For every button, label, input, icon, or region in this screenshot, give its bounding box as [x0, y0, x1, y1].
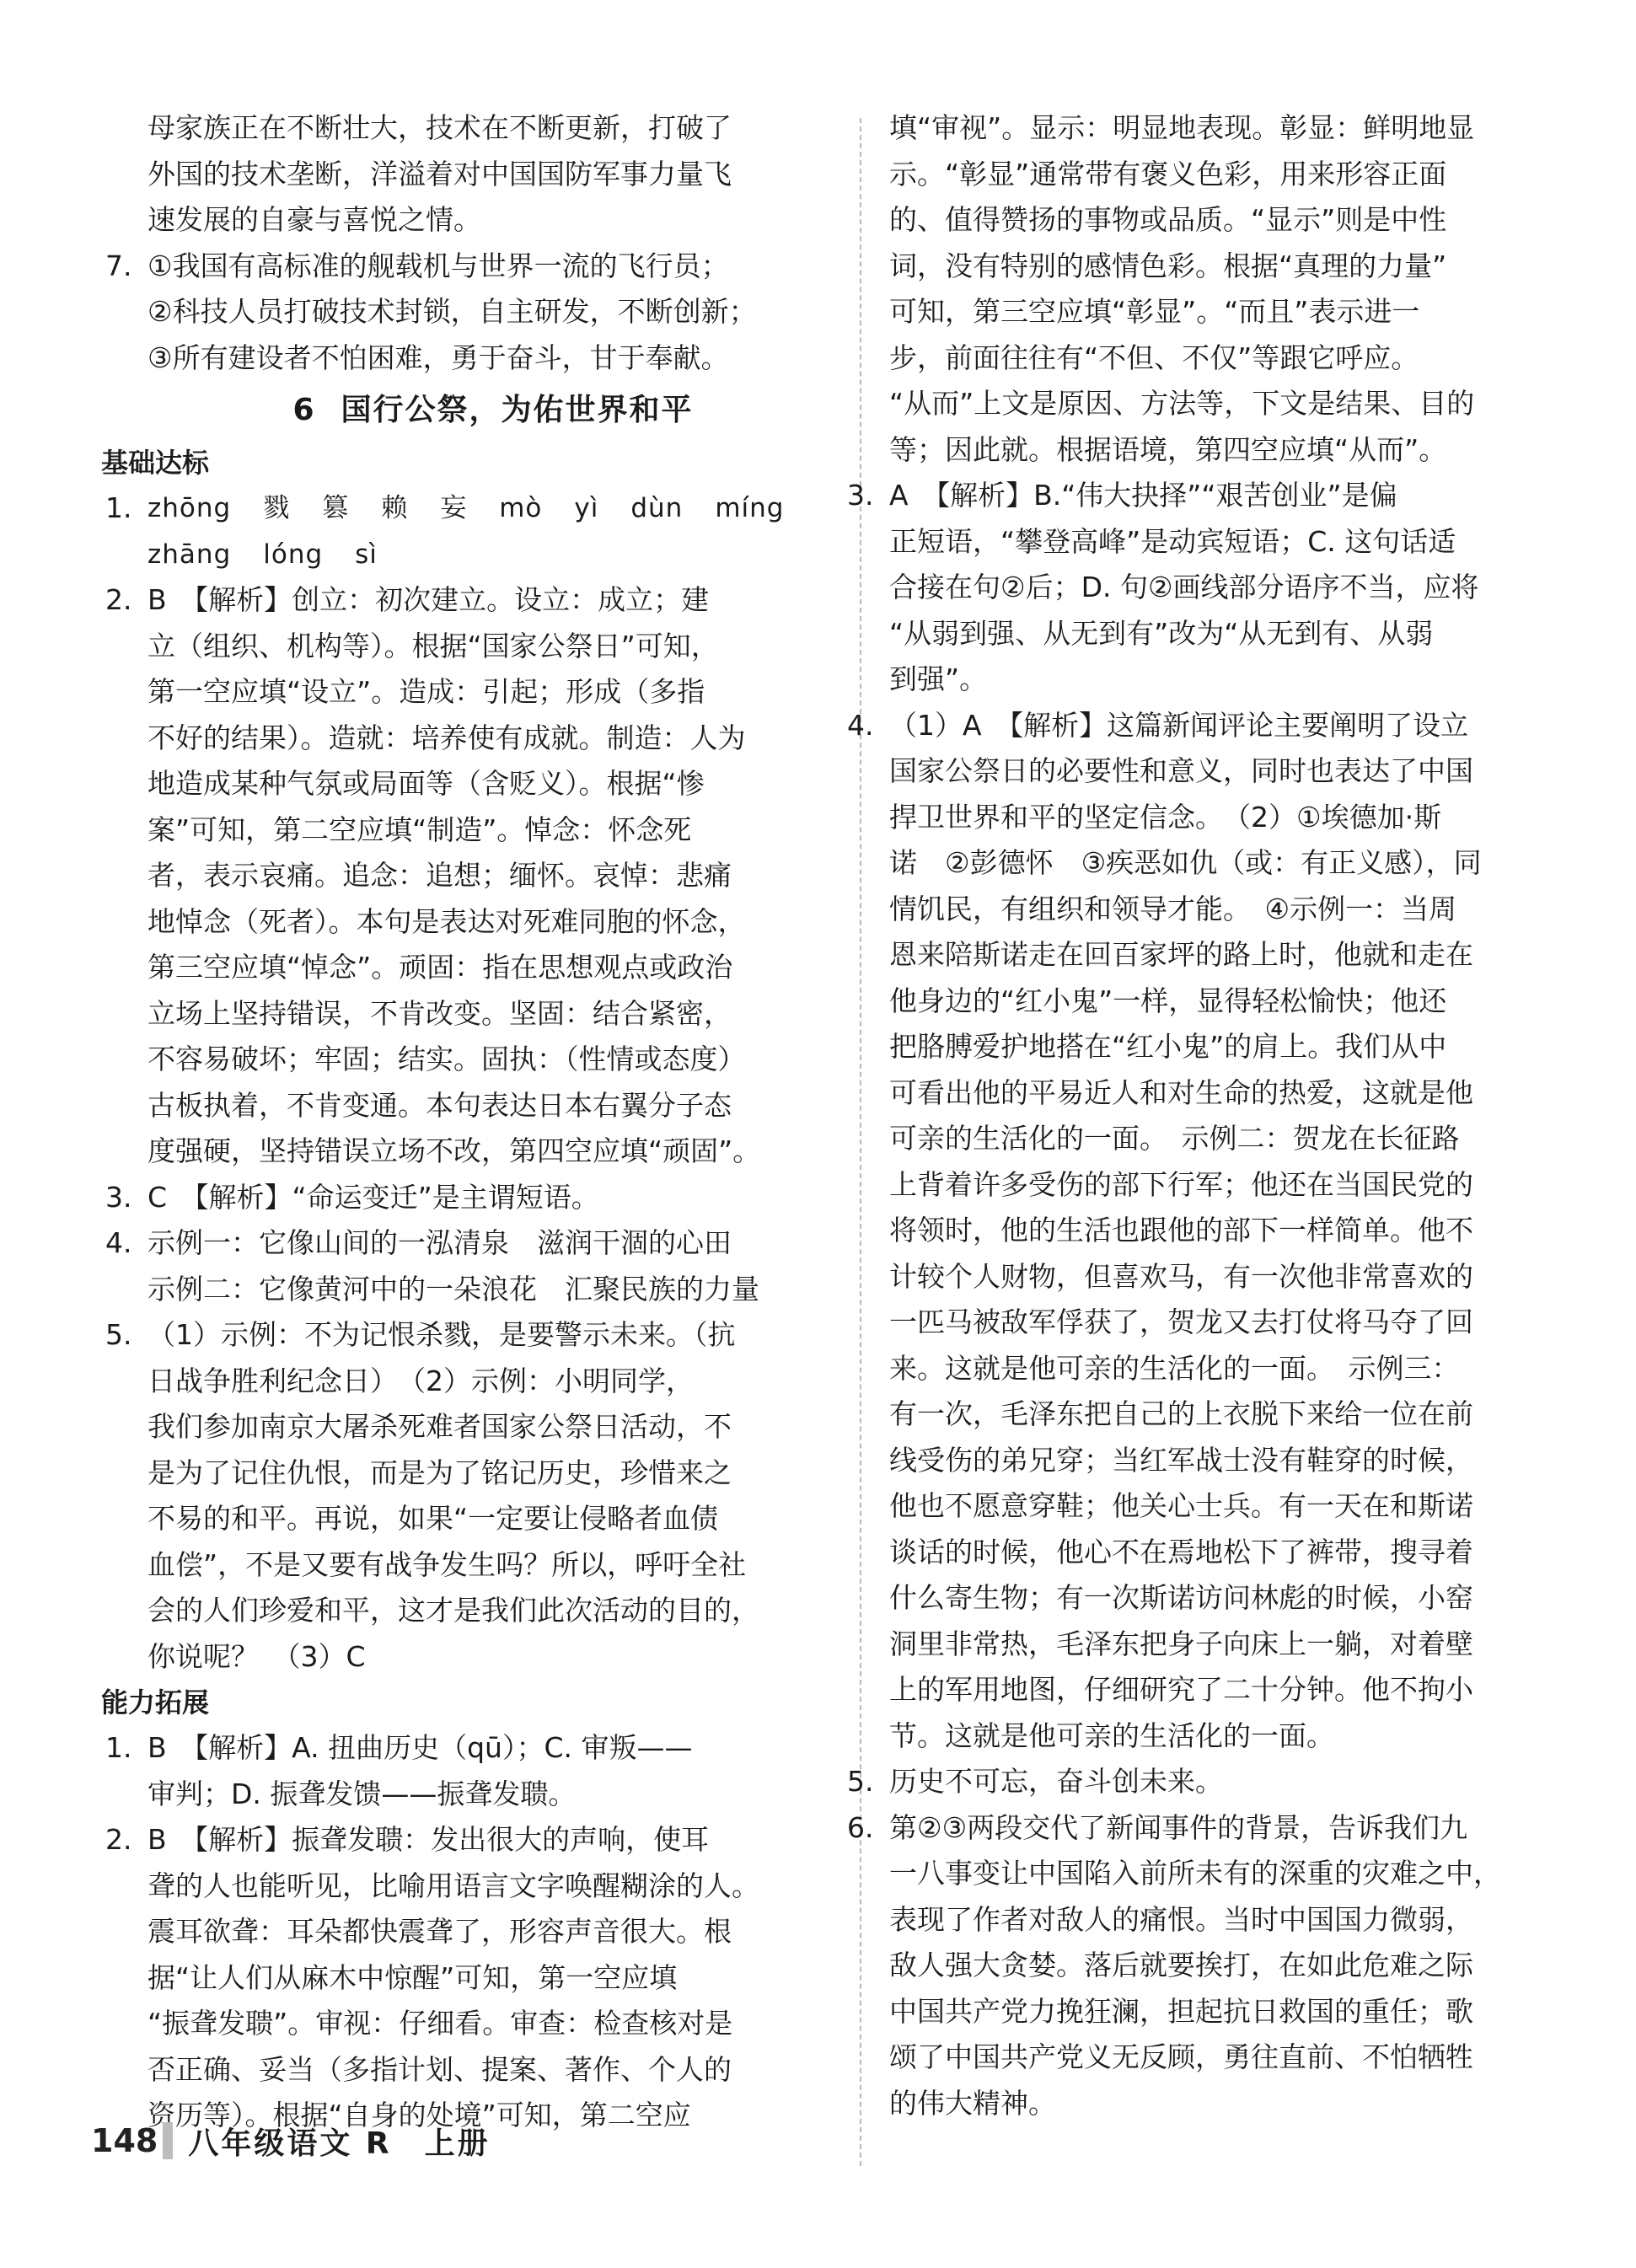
text-line: 到强”。 [889, 662, 988, 695]
text-line: 计较个人财物，但喜欢马，有一次他非常喜欢的 [889, 1259, 1473, 1293]
text-line: 审判；D. 振聋发馈——振聋发聩。 [148, 1777, 577, 1810]
section-title: 国行公祭，为佑世界和平 [341, 393, 694, 427]
text-line: 捍卫世界和平的坚定信念。 （2）①埃德加·斯 [889, 800, 1442, 834]
pinyin-token: yì [574, 493, 599, 523]
text-line: 日战争胜利纪念日） （2）示例：小明同学， [148, 1364, 694, 1397]
text-line: 不容易破坏；牢固；结实。固执：（性情或态度） [148, 1043, 746, 1075]
text-line: 上的军用地图，仔细研究了二十分钟。他不拘小 [889, 1673, 1473, 1706]
pinyin-token: zhāng [148, 539, 232, 570]
pinyin-token: zhōng [148, 493, 232, 523]
text-line: 速发展的自豪与喜悦之情。 [148, 203, 481, 236]
item-number: 3. [105, 1180, 132, 1214]
item-number: 7. [105, 249, 132, 282]
text-line: 将领时，他的生活也跟他的部下一样简单。他不 [889, 1214, 1473, 1247]
text-line: 洞里非常热，毛泽东把身子向床上一躺，对着壁 [889, 1627, 1473, 1660]
pinyin-line-2 [148, 532, 839, 578]
text-line: 的伟大精神。 [889, 2086, 1056, 2120]
item-number: 1. [105, 1731, 132, 1764]
page-number: 148 [91, 2122, 173, 2159]
pinyin-token: 赖 [381, 493, 409, 523]
item-number: 2. [105, 583, 132, 616]
text-line: 我们参加南京大屠杀死难者国家公祭日活动，不 [148, 1410, 732, 1443]
text-line: 等；因此就。根据语境，第四空应填“从而”。 [889, 432, 1447, 466]
text-line: 不好的结果）。造就：培养使有成就。制造：人为 [148, 721, 746, 754]
book-title: 八年级语文 R 上册 [188, 2126, 491, 2161]
item-number: 5. [105, 1318, 132, 1351]
text-line: C 【解析】“命运变迁”是主谓短语。 [148, 1180, 599, 1214]
text-line: 填“审视”。显示：明显地表现。彰显：鲜明地显 [889, 111, 1475, 144]
text-line: 示。“彰显”通常带有褒义色彩，用来形容正面 [889, 157, 1447, 190]
text-line: 不易的和平。再说，如果“一定要让侵略者血债 [148, 1502, 719, 1535]
extension-item-1 [105, 1725, 839, 1817]
pinyin-token: míng [715, 493, 785, 523]
text-line: “从而”上文是原因、方法等，下文是结果、目的 [889, 387, 1475, 420]
extension-item-4 [847, 703, 1585, 1760]
text-line: 是为了记住仇恨，而是为了铭记历史，珍惜来之 [148, 1456, 732, 1489]
text-line: 恩来陪斯诺走在回百家坪的路上时，他就和走在 [889, 938, 1473, 971]
answer-item-2 [105, 577, 839, 1175]
text-line: 血偿”，不是又要有战争发生吗？所以，呼吁全社 [148, 1547, 747, 1581]
pinyin-token: 妄 [440, 493, 468, 523]
left-column [101, 105, 839, 2139]
subheading-extension: 能力拓展 [101, 1686, 210, 1718]
text-line: “从弱到强、从无到有”改为“从无到有、从弱 [889, 616, 1434, 650]
text-line: 者，表示哀痛。追念：追想；缅怀。哀悼：悲痛 [148, 859, 732, 892]
pinyin-token: sì [355, 539, 378, 570]
item-number: 1. [105, 491, 132, 524]
text-line: 情饥民，有组织和领导才能。 ④示例一：当周 [889, 892, 1457, 925]
text-line: 词，没有特别的感情色彩。根据“真理的力量” [889, 249, 1447, 282]
text-line: 资历等）。根据“自身的处境”可知，第二空应 [148, 2099, 691, 2131]
left-top-paragraph [148, 105, 839, 244]
text-line: 有一次，毛泽东把自己的上衣脱下来给一位在前 [889, 1397, 1473, 1430]
item-number: 2. [105, 1823, 132, 1856]
item-number: 6. [847, 1810, 874, 1844]
extension-item-3 [847, 473, 1585, 703]
text-line: ①我国有高标准的舰载机与世界一流的飞行员； [148, 249, 729, 282]
answer-item-5 [105, 1312, 839, 1680]
section-number: 6 [292, 393, 316, 427]
text-line: 度强硬，坚持错误立场不改，第四空应填“顽固”。 [148, 1134, 761, 1167]
extension-item-6 [847, 1805, 1585, 2127]
text-line: 可知，第三空应填“彰显”。“而且”表示进一 [889, 295, 1420, 328]
text-line: 母家族正在不断壮大，技术在不断更新，打破了 [148, 111, 732, 144]
text-line: 线受伤的弟兄穿；当红军战士没有鞋穿的时候， [889, 1443, 1473, 1477]
item-number: 4. [847, 708, 874, 742]
text-line: 历史不可忘，奋斗创未来。 [889, 1765, 1223, 1798]
text-line: 古板执着，不肯变通。本句表达日本右翼分子态 [148, 1088, 732, 1122]
text-line: B 【解析】A. 扭曲历史（qū）；C. 审叛—— [148, 1731, 693, 1764]
text-line: “振聋发聩”。审视：仔细看。审查：检查核对是 [148, 2007, 733, 2040]
item-number: 5. [847, 1765, 874, 1798]
subheading-basic: 基础达标 [101, 447, 210, 479]
text-line: 你说呢？ （3）C [148, 1639, 366, 1673]
text-line: 会的人们珍爱和平，这才是我们此次活动的目的， [148, 1594, 759, 1627]
text-line: 颂了中国共产党义无反顾，勇往直前、不怕牺牲 [889, 2040, 1473, 2073]
section-heading [148, 381, 839, 440]
text-line: 第一空应填“设立”。造成：引起；形成（多指 [148, 675, 705, 708]
text-line: 可亲的生活化的一面。 示例二：贺龙在长征路 [889, 1122, 1460, 1155]
text-line: 他也不愿意穿鞋；他关心士兵。有一天在和斯诺 [889, 1489, 1473, 1522]
extension-item-5 [847, 1759, 1585, 1805]
text-line: 聋的人也能听见，比喻用语言文字唤醒糊涂的人。 [148, 1869, 759, 1902]
text-line: 据“让人们从麻木中惊醒”可知，第一空应填 [148, 1960, 678, 1994]
pinyin-token: 戮 [263, 493, 291, 523]
text-line: B 【解析】振聋发聩：发出很大的声响，使耳 [148, 1823, 710, 1856]
text-line: 立（组织、机构等）。根据“国家公祭日”可知， [148, 629, 719, 662]
text-line: 一匹马被敌军俘获了，贺龙又去打仗将马夺了回 [889, 1306, 1473, 1338]
text-line: ③所有建设者不怕困难，勇于奋斗，甘于奉献。 [148, 340, 729, 374]
item-number: 4. [105, 1226, 132, 1259]
text-line: 震耳欲聋：耳朵都快震聋了，形容声音很大。根 [148, 1915, 732, 1948]
text-line: 立场上坚持错误，不肯改变。坚固：结合紧密， [148, 996, 732, 1030]
right-column [847, 105, 1585, 2126]
text-line: 地悼念（死者）。本句是表达对死难同胞的怀念， [148, 904, 746, 938]
text-line: （1）示例：不为记恨杀戮，是要警示未来。（抗 [148, 1318, 736, 1351]
text-line: 一八事变让中国陷入前所未有的深重的灾难之中， [889, 1857, 1501, 1890]
text-line: 他身边的“红小鬼”一样，显得轻松愉快；他还 [889, 984, 1447, 1017]
text-line: 来。这就是他可亲的生活化的一面。 示例三： [889, 1351, 1460, 1385]
text-line: 示例二：它像黄河中的一朵浪花 汇聚民族的力量 [148, 1272, 759, 1306]
pinyin-token: lóng [263, 539, 324, 570]
text-line: 合接在句②后；D. 句②画线部分语序不当，应将 [889, 571, 1479, 603]
item-number: 3. [847, 479, 874, 512]
answer-item-3 [105, 1175, 839, 1221]
text-line: （1）A 【解析】这篇新闻评论主要阐明了设立 [889, 708, 1469, 742]
answer-item-4 [105, 1220, 839, 1312]
text-line: A 【解析】B.“伟大抉择”“艰苦创业”是偏 [889, 479, 1397, 512]
page-footer [91, 2117, 491, 2164]
text-line: 外国的技术垄断，洋溢着对中国国防军事力量飞 [148, 157, 732, 190]
answer-item-7 [105, 244, 839, 382]
text-line: 谈话的时候，他心不在焉地松下了裤带，搜寻着 [889, 1535, 1473, 1568]
text-line: B 【解析】创立：初次建立。设立：成立；建 [148, 583, 710, 616]
text-line: 的、值得赞扬的事物或品质。“显示”则是中性 [889, 203, 1447, 236]
text-line: ②科技人员打破技术封锁，自主研发，不断创新； [148, 295, 757, 328]
text-line: 节。这就是他可亲的生活化的一面。 [889, 1718, 1334, 1752]
text-line: 敌人强大贪婪。落后就要挨打，在如此危难之际 [889, 1949, 1473, 1981]
text-line: 上背着许多受伤的部下行军；他还在当国民党的 [889, 1167, 1473, 1201]
text-line: 地造成某种气氛或局面等（含贬义）。根据“惨 [148, 767, 705, 800]
text-line: 诺 ②彭德怀 ③疾恶如仇（或：有正义感），同 [889, 846, 1482, 879]
pinyin-token: dùn [630, 493, 684, 523]
text-line: 把胳膊爱护地搭在“红小鬼”的肩上。我们从中 [889, 1030, 1447, 1063]
text-line: 国家公祭日的必要性和意义，同时也表达了中国 [889, 754, 1473, 787]
pinyin-line-1 [148, 485, 839, 532]
text-line: 第②③两段交代了新闻事件的背景，告诉我们九 [889, 1810, 1468, 1844]
extension-item-2 [105, 1817, 839, 2139]
right-top-paragraph [889, 105, 1585, 473]
text-line: 第三空应填“悼念”。顽固：指在思想观点或政治 [148, 951, 733, 984]
pinyin-token: mò [499, 493, 543, 523]
text-line: 什么寄生物；有一次斯诺访问林彪的时候，小窑 [889, 1581, 1473, 1614]
text-line: 否正确、妥当（多指计划、提案、著作、个人的 [148, 2052, 732, 2086]
answer-item-1 [105, 485, 839, 577]
text-line: 正短语，“攀登高峰”是动宾短语；C. 这句话适 [889, 524, 1456, 558]
text-line: 可看出他的平易近人和对生命的热爱，这就是他 [889, 1075, 1473, 1109]
text-line: 示例一：它像山间的一泓清泉 滋润干涸的心田 [148, 1226, 732, 1259]
pinyin-token: 篡 [322, 493, 350, 523]
text-line: 表现了作者对敌人的痛恨。当时中国国力微弱， [889, 1902, 1473, 1936]
text-line: 中国共产党力挽狂澜，担起抗日救国的重任；歌 [889, 1994, 1473, 2028]
text-line: 步，前面往往有“不但、不仅”等跟它呼应。 [889, 340, 1419, 374]
text-line: 案”可知，第二空应填“制造”。悼念：怀念死 [148, 812, 692, 846]
